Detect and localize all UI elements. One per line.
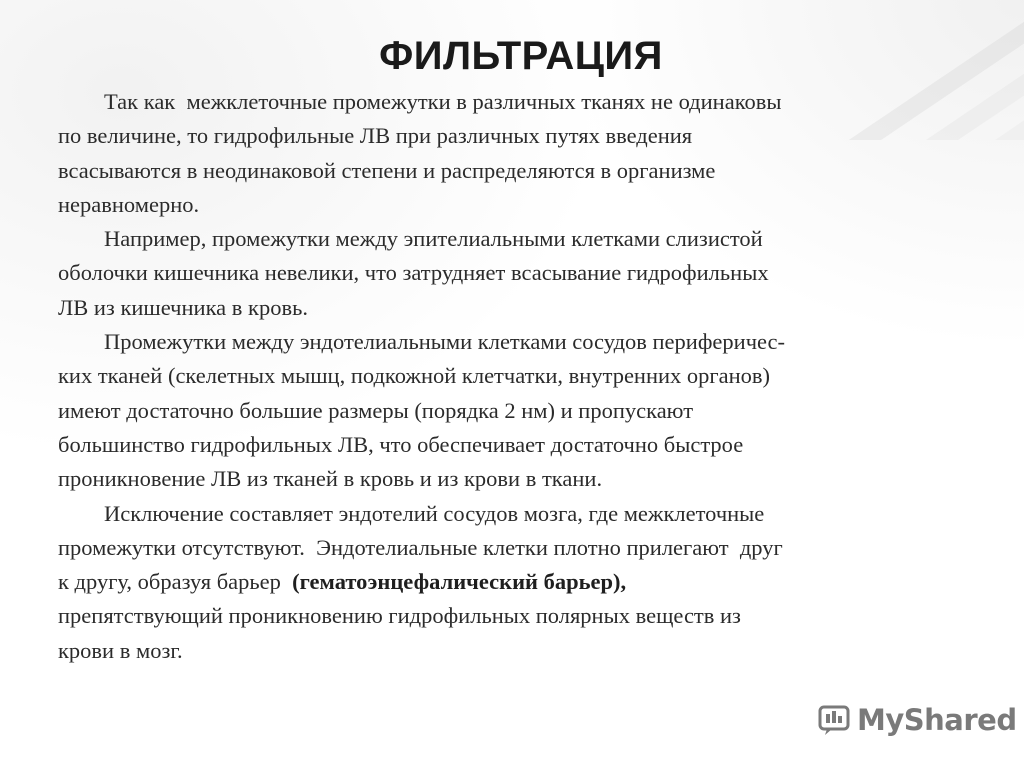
text-line xyxy=(58,497,988,531)
text-line xyxy=(58,462,988,496)
text-line xyxy=(58,291,988,325)
text-line xyxy=(58,531,988,565)
text-line xyxy=(58,222,988,256)
myshared-logo-icon xyxy=(817,703,851,737)
bbb-term: (гематоэнцефалический барьер), xyxy=(292,569,627,595)
text-line xyxy=(58,428,988,462)
text-line xyxy=(58,599,988,633)
text-line-content: проникновение ЛВ из тканей в кровь и из крови в ткани. xyxy=(58,466,603,492)
myshared-watermark xyxy=(817,698,1017,742)
text-line xyxy=(58,565,988,599)
text-line xyxy=(58,256,988,290)
text-line-content: Исключение составляет эндотелий сосудов мозга, где межклеточные xyxy=(104,500,765,526)
watermark-text: MyShared xyxy=(857,703,1017,737)
slide-title: ФИЛЬТРАЦИЯ xyxy=(379,34,663,78)
slide-body xyxy=(58,85,988,668)
text-line-content: неравномерно. xyxy=(58,191,200,217)
text-line xyxy=(58,359,988,393)
text-line-content: Например, промежутки между эпителиальными клетками слизистой xyxy=(104,226,763,252)
text-line xyxy=(58,325,988,359)
text-line-content: к другу, образуя барьер xyxy=(58,569,293,595)
text-line-content: имеют достаточно большие размеры (порядка 2 нм) и пропускают xyxy=(58,397,694,423)
text-line-content: ЛВ из кишечника в кровь. xyxy=(58,294,308,320)
text-line-content: Так как межклеточные промежутки в различных тканях не одинаковы xyxy=(104,89,782,114)
text-line-content: ких тканей (скелетных мышц, подкожной клетчатки, внутренних органов) xyxy=(58,363,771,389)
text-line xyxy=(58,634,988,668)
text-line xyxy=(58,119,988,153)
text-line xyxy=(58,85,988,119)
text-line xyxy=(58,188,988,222)
text-line-content: Промежутки между эндотелиальными клетками сосудов периферичес- xyxy=(104,329,786,355)
text-line xyxy=(58,154,988,188)
text-line-content: препятствующий проникновению гидрофильных полярных веществ из xyxy=(58,603,741,629)
text-line-content: по величине, то гидрофильные ЛВ при различных путях введения xyxy=(58,123,693,149)
text-line-content: крови в мозг. xyxy=(58,637,183,663)
text-line-content: промежутки отсутствуют. Эндотелиальные клетки плотно прилегают друг xyxy=(58,534,783,560)
text-line-content: всасываются в неодинаковой степени и распределяются в организме xyxy=(58,157,716,183)
text-line-content: большинство гидрофильных ЛВ, что обеспечивает достаточно быстрое xyxy=(58,431,744,457)
text-line xyxy=(58,394,988,428)
text-line-content: оболочки кишечника невелики, что затрудняет всасывание гидрофильных xyxy=(58,260,769,286)
